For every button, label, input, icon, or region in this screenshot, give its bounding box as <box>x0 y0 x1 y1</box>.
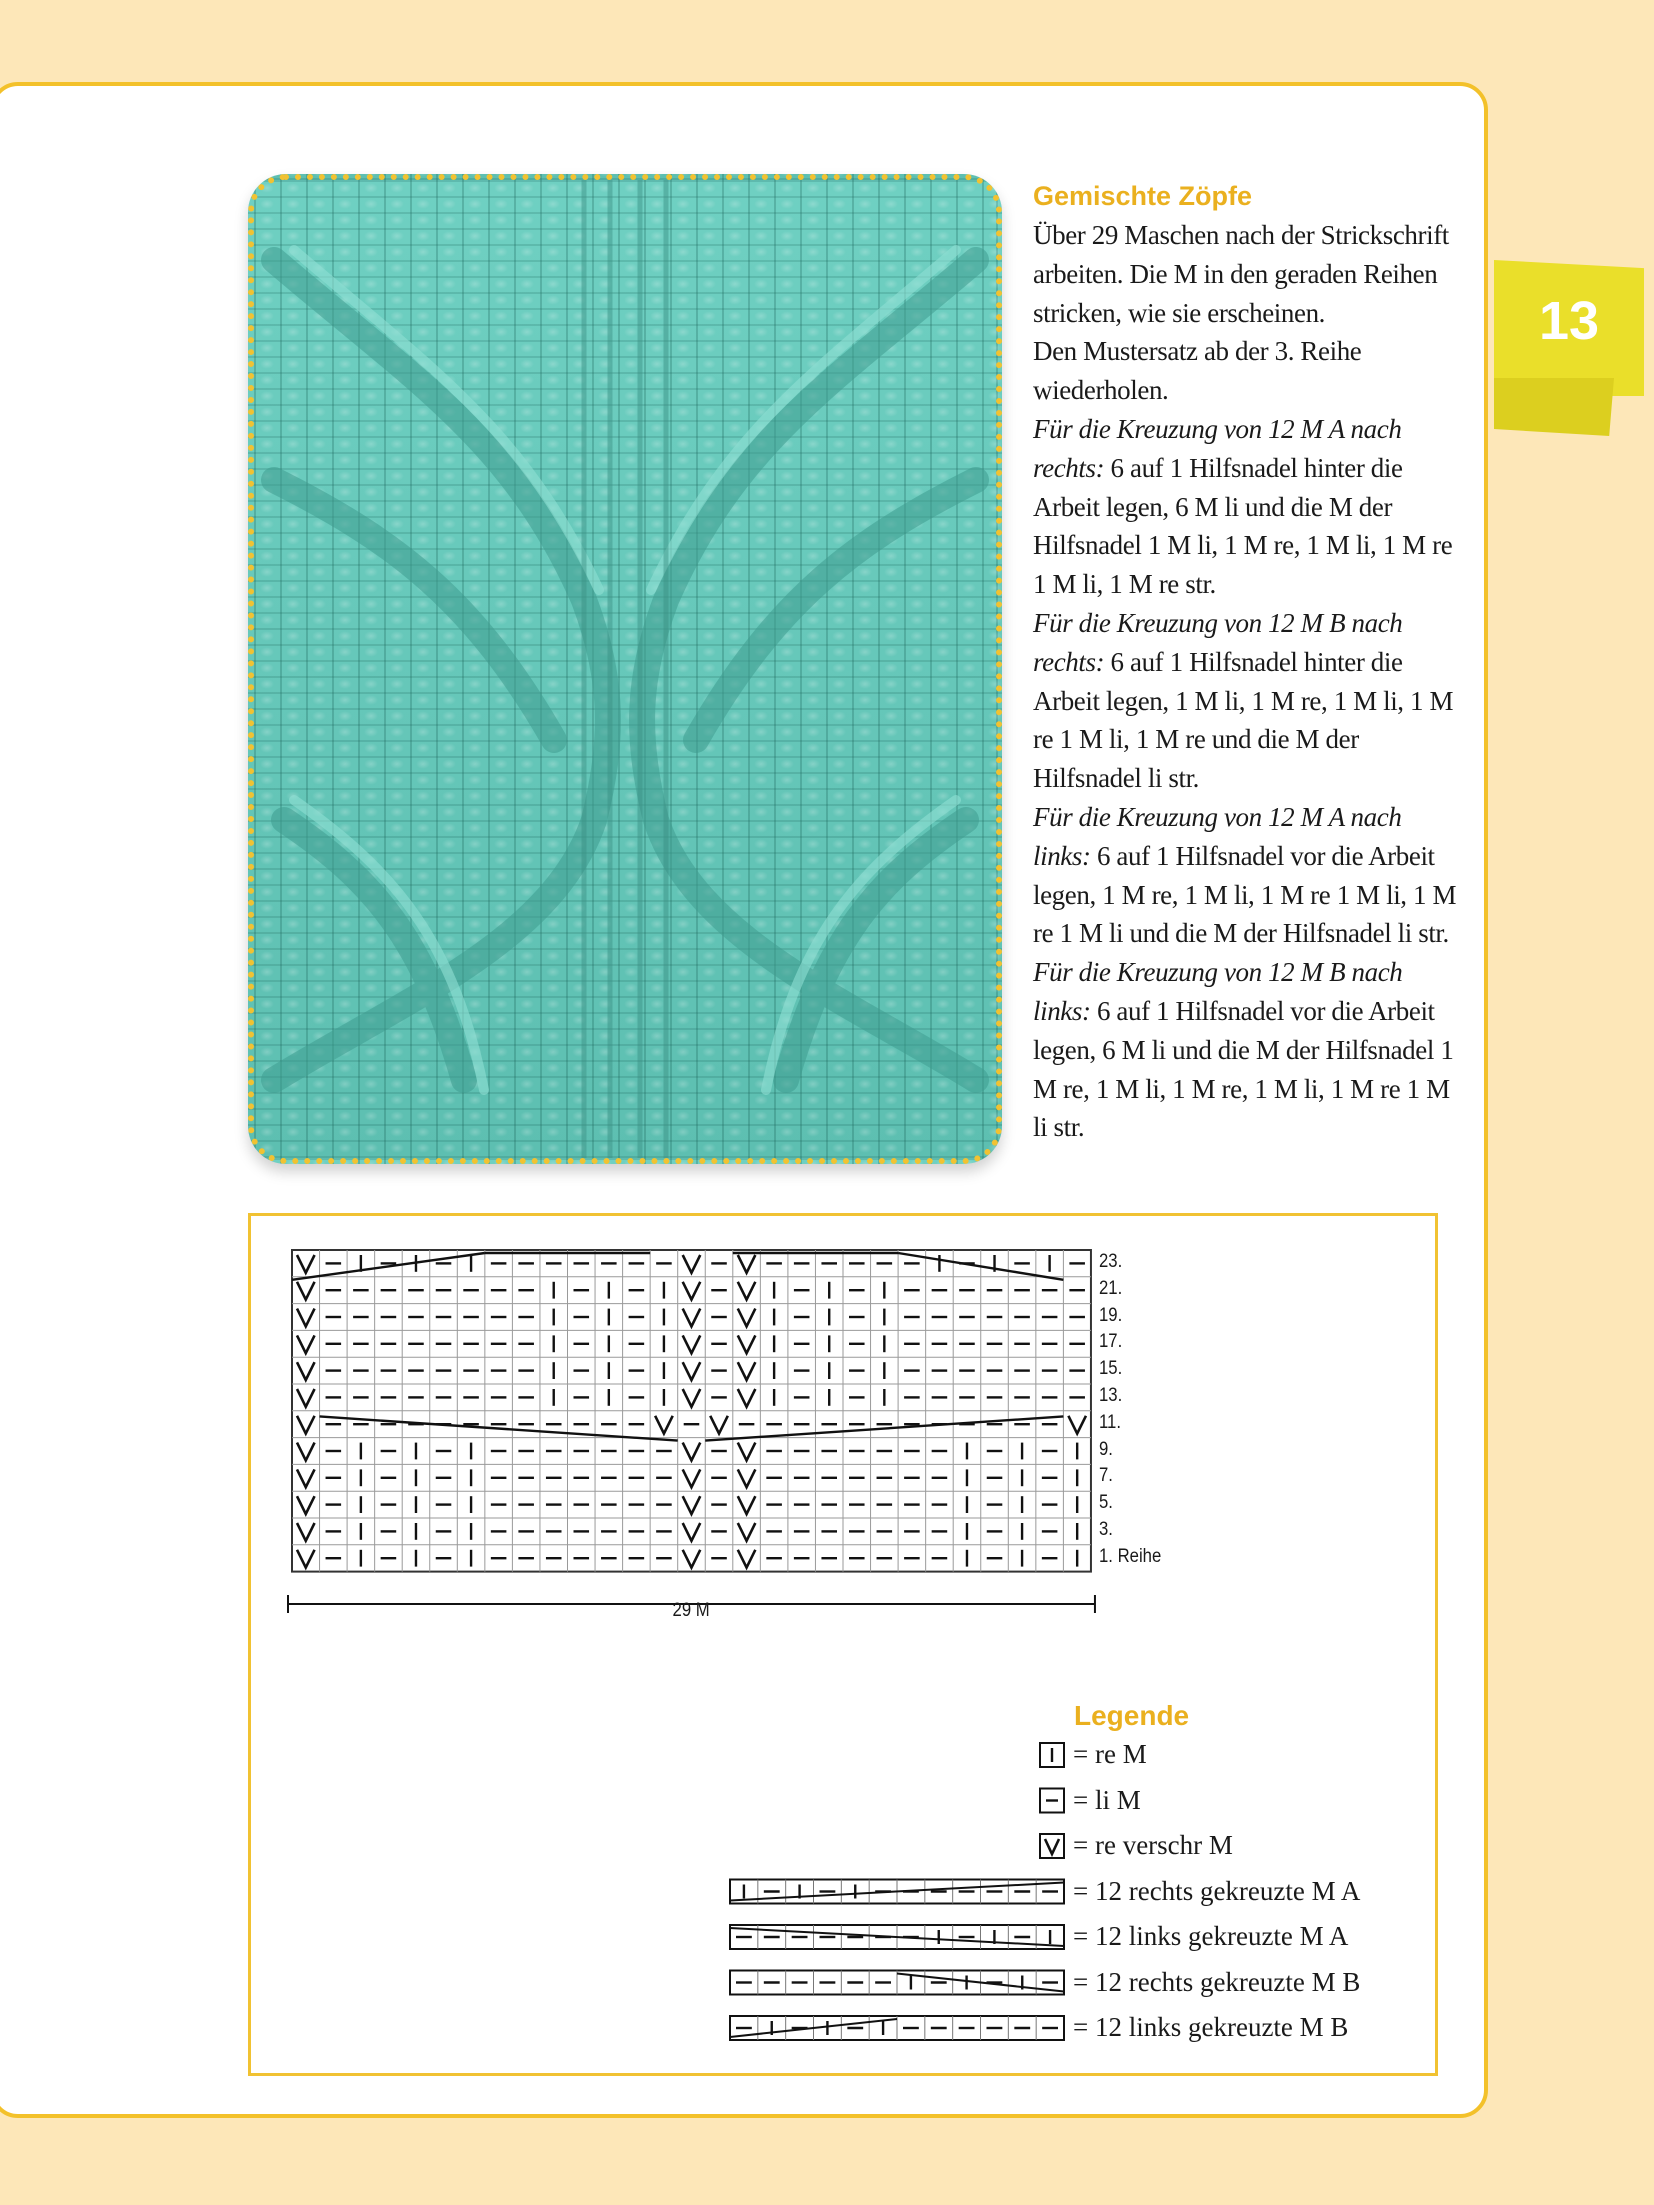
legend-label: = 12 links gekreuzte M A <box>1073 1921 1349 1951</box>
row-label: 9. <box>1098 1438 1113 1460</box>
cross-12-links-A-icon <box>730 1925 1064 1949</box>
legend-label: = 12 links gekreuzte M B <box>1073 2012 1349 2042</box>
crossing-label: Für die Kreuzung von 12 M A nach rechts: <box>1033 413 1402 483</box>
row-label: 15. <box>1098 1358 1123 1380</box>
width-label: 29 M <box>672 1600 710 1621</box>
re-verschr-M-icon <box>1040 1834 1064 1858</box>
crossing-text: 6 auf 1 Hilfsnadel vor die Arbeit legen, 1 M re, 1 M li, 1 M re 1 M li, 1 M re 1 M li und die M der Hilfsnadel li str. <box>1033 840 1457 949</box>
cross-12-rechts-B-icon <box>730 1971 1064 1995</box>
row-label: 19. <box>1098 1304 1123 1326</box>
row-label: 13. <box>1098 1385 1123 1406</box>
legend-title: Legende <box>1074 1700 1190 1731</box>
li-M-icon <box>1040 1789 1064 1813</box>
row-label: 1. Reihe <box>1098 1545 1162 1567</box>
intro-text: Über 29 Maschen nach der Strickschrift arbeiten. Die M in den geraden Reihen stricken, wie sie erscheinen. <box>1033 220 1449 328</box>
repeat-text: Den Mustersatz ab der 3. Reihe wiederholen. <box>1033 336 1362 406</box>
legend-label: = li M <box>1073 1784 1141 1815</box>
legend-label: = 12 rechts gekreuzte M A <box>1073 1875 1361 1906</box>
row-label: 23. <box>1098 1251 1123 1272</box>
pattern-title: Gemischte Zöpfe <box>1033 181 1253 211</box>
chapter-number: 13 <box>1538 291 1600 351</box>
row-label: 11. <box>1098 1411 1121 1433</box>
cross-12-links-B-icon <box>730 2016 1064 2040</box>
row-label: 3. <box>1098 1519 1113 1540</box>
re-M-icon <box>1040 1743 1064 1767</box>
crossing-label: Für die Kreuzung von 12 M B nach links: <box>1033 957 1403 1026</box>
crossing-text: 6 auf 1 Hilfsnadel vor die Arbeit legen, 6 M li und die M der Hilfsnadel 1 M re, 1 M li, 1 M re, 1 M li, 1 M re 1 M li str. <box>1033 995 1454 1143</box>
row-label: 17. <box>1098 1331 1123 1353</box>
crossing-label: Für die Kreuzung von 12 M B nach rechts: <box>1033 607 1403 677</box>
row-label: 21. <box>1098 1277 1123 1299</box>
chart-grid <box>288 1250 1095 1613</box>
cross-12-rechts-A-icon <box>730 1880 1064 1904</box>
crossing-text: 6 auf 1 Hilfsnadel hinter die Arbeit legen, 6 M li und die M der Hilfsnadel 1 M li, 1 M re, 1 M li, 1 M re 1 M li, 1 M re str. <box>1033 452 1453 600</box>
legend-label: = 12 rechts gekreuzte M B <box>1073 1966 1361 1997</box>
row-label: 7. <box>1098 1465 1113 1487</box>
legend-label: = re M <box>1073 1739 1147 1769</box>
crossing-label: Für die Kreuzung von 12 M A nach links: <box>1033 801 1402 871</box>
crossing-text: 6 auf 1 Hilfsnadel hinter die Arbeit legen, 1 M li, 1 M re, 1 M li, 1 M re 1 M li, 1 M re und die M der Hilfsnadel li str. <box>1033 646 1454 794</box>
row-label: 5. <box>1098 1492 1113 1514</box>
legend-label: = re verschr M <box>1073 1830 1233 1860</box>
